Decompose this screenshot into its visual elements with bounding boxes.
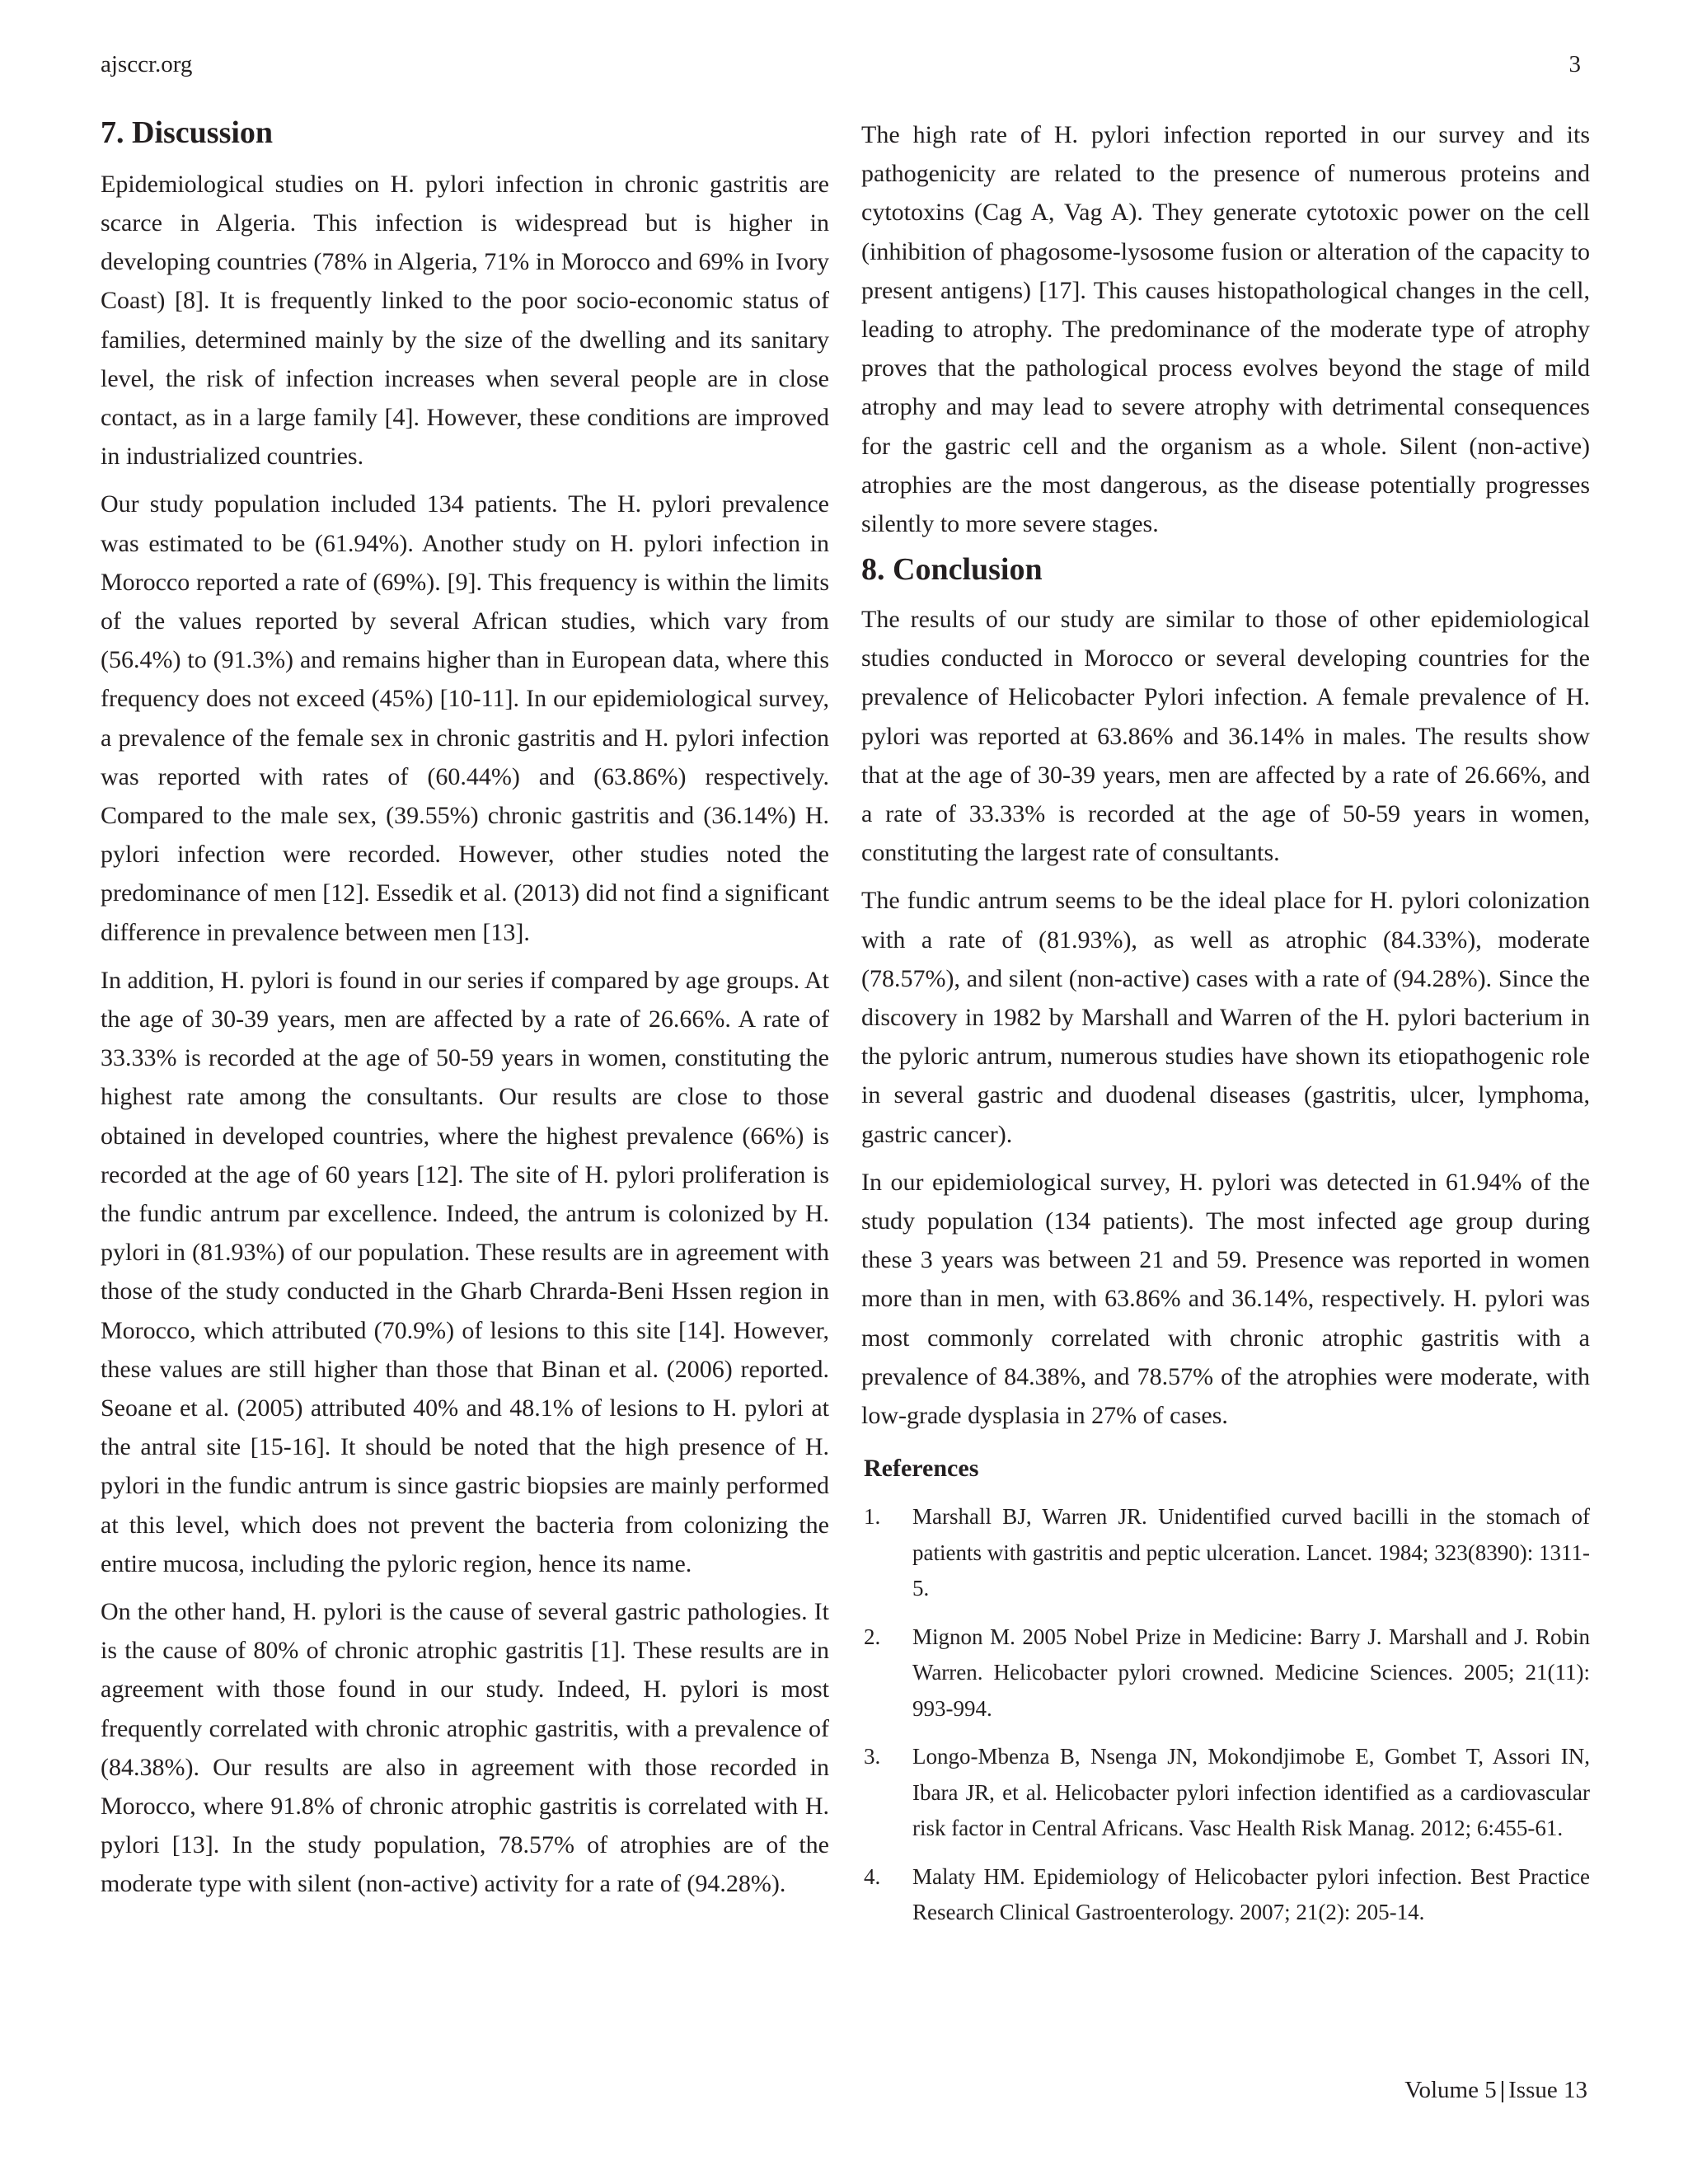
conclusion-paragraph-1: The results of our study are similar to those of other epidemiological studies conducted in Morocco or several developing countries for the prevalence of Helicobacter Pylori infection. A female prevalence of H. pylori was reported at 63.86% and 36.14% in males. The results show that at the age of 30-39 years, men are affected by a rate of 26.66%, and a rate of 33.33% is recorded at the age of 50-59 years in women, constituting the largest rate of consultants. [861, 605, 1590, 867]
reference-text: Marshall BJ, Warren JR. Unidentified curved bacilli in the stomach of patients with gastritis and peptic ulceration. Lancet. 1984; 323(8390): 1311-5. [912, 1504, 1590, 1601]
conclusion-paragraph-3: In our epidemiological survey, H. pylori was detected in 61.94% of the study population (134 patients). The most infected age group during these 3 years was between 21 and 59. Presence was reported in women more than in men, with 63.86% and 36.14%, respectively. H. pylori was most commonly correlated with chronic atrophic gastritis with a prevalence of 84.38%, and 78.57% of the atrophies were moderate, with low-grade dysplasia in 27% of cases. [861, 1168, 1590, 1429]
conclusion-heading: 8. Conclusion [861, 552, 1043, 588]
reference-item [861, 1859, 1590, 1931]
reference-number: 2. [864, 1624, 881, 1649]
left-column [101, 115, 829, 1913]
reference-number: 3. [864, 1744, 881, 1769]
issue-label: Issue 13 [1508, 2077, 1587, 2103]
discussion-paragraph-3: In addition, H. pylori is found in our series if compared by age groups. At the age of 30-39 years, men are affected by a rate of 26.66%. A rate of 33.33% is recorded at the age of 50-59 years in women, constituting the highest rate among the consultants. Our results are close to those obtained in developed countries, where the highest prevalence (66%) is recorded at the age of 60 years [12]. The site of H. pylori proliferation is the fundic antrum par excellence. Indeed, the antrum is colonized by H. pylori in (81.93%) of our population. These results are in agreement with those of the study conducted in the Gharb Chrarda-Beni Hssen region in Morocco, which attributed (70.9%) of lesions to this site [14]. However, these values are still higher than those that Binan et al. (2006) reported. Seoane et al. (2005) attributed 40% and 48.1% of lesions to H. pylori at the antral site [15-16]. It should be noted that the high presence of H. pylori in the fundic antrum is since gastric biopsies are mainly performed at this level, which does not prevent the bacteria from colonizing the entire mucosa, including the pyloric region, hence its name. [101, 966, 830, 1577]
volume-label: Volume 5 [1404, 2077, 1497, 2103]
journal-site: ajsccr.org [101, 51, 193, 77]
right-column [861, 115, 1590, 1943]
reference-list [861, 1499, 1590, 1931]
reference-item [861, 1499, 1590, 1607]
discussion-paragraph-1: Epidemiological studies on H. pylori infection in chronic gastritis are scarce in Algeria. This infection is widespread but is higher in developing countries (78% in Algeria, 71% in Morocco and 69% in Ivory Coast) [8]. It is frequently linked to the poor socio-economic status of families, determined mainly by the size of the dwelling and its sanitary level, the risk of infection increases when several people are in close contact, as in a large family [4]. However, these conditions are improved in industrialized countries. [101, 170, 829, 471]
reference-text: Mignon M. 2005 Nobel Prize in Medicine: Barry J. Marshall and J. Robin Warren. Helicobacter pylori crowned. Medicine Sciences. 2005; 21(11): 993-994. [912, 1624, 1590, 1721]
discussion-paragraph-2: Our study population included 134 patients. The H. pylori prevalence was estimated to be (61.94%). Another study on H. pylori infection in Morocco reported a rate of (69%). [9]. This frequency is within the limits of the values reported by several African studies, which vary from (56.4%) to (91.3%) and remains higher than in European data, where this frequency does not exceed (45%) [10-11]. In our epidemiological survey, a prevalence of the female sex in chronic gastritis and H. pylori infection was reported with rates of (60.44%) and (63.86%) respectively. Compared to the male sex, (39.55%) chronic gastritis and (36.14%) H. pylori infection were recorded. However, other studies noted the predominance of men [12]. Essedik et al. (2013) did not find a significant difference in prevalence between men [13]. [101, 490, 829, 946]
reference-item [861, 1739, 1590, 1847]
discussion-paragraph-5: The high rate of H. pylori infection reported in our survey and its pathogenicity are related to the presence of numerous proteins and cytotoxins (Cag A, Vag A). They generate cytotoxic power on the cell (inhibition of phagosome-lysosome fusion or alteration of the capacity to present antigens) [17]. This causes histopathological changes in the cell, leading to atrophy. The predominance of the moderate type of atrophy proves that the pathological process evolves beyond the stage of mild atrophy and may lead to severe atrophy with detrimental consequences for the gastric cell and the organism as a whole. Silent (non-active) atrophies are the most dangerous, as the disease potentially progresses silently to more severe stages. [861, 121, 1590, 538]
page-footer [1404, 2077, 1587, 2104]
reference-text: Longo-Mbenza B, Nsenga JN, Mokondjimobe E, Gombet T, Assori IN, Ibara JR, et al. Helicobacter pylori infection identified as a cardiovascular risk factor in Central Africans. Vasc Health Risk Manag. 2012; 6:455-61. [912, 1744, 1590, 1841]
page-number: 3 [1568, 51, 1581, 77]
reference-item [861, 1619, 1590, 1727]
conclusion-paragraph-2: The fundic antrum seems to be the ideal place for H. pylori colonization with a rate of (81.93%), as well as atrophic (84.33%), moderate (78.57%), and silent (non-active) cases with a rate of (94.28%). Since the discovery in 1982 by Marshall and Warren of the H. pylori bacterium in the pyloric antrum, numerous studies have shown its etiopathogenic role in several gastric and duodenal diseases (gastritis, ulcer, lymphoma, gastric cancer). [861, 887, 1590, 1148]
footer-separator: | [1499, 2077, 1506, 2103]
references-heading: References [864, 1455, 979, 1483]
reference-number: 1. [864, 1504, 881, 1530]
reference-number: 4. [864, 1863, 881, 1889]
reference-text: Malaty HM. Epidemiology of Helicobacter pylori infection. Best Practice Research Clinical Gastroenterology. 2007; 21(2): 205-14. [912, 1863, 1590, 1925]
discussion-paragraph-4: On the other hand, H. pylori is the cause of several gastric pathologies. It is the cause of 80% of chronic atrophic gastritis [1]. These results are in agreement with those found in our study. Indeed, H. pylori is most frequently correlated with chronic atrophic gastritis, with a prevalence of (84.38%). Our results are also in agreement with those recorded in Morocco, where 91.8% of chronic atrophic gastritis is correlated with H. pylori [13]. In the study population, 78.57% of atrophies are of the moderate type with silent (non-active) activity for a rate of (94.28%). [101, 1598, 829, 1898]
discussion-heading: 7. Discussion [101, 115, 274, 150]
